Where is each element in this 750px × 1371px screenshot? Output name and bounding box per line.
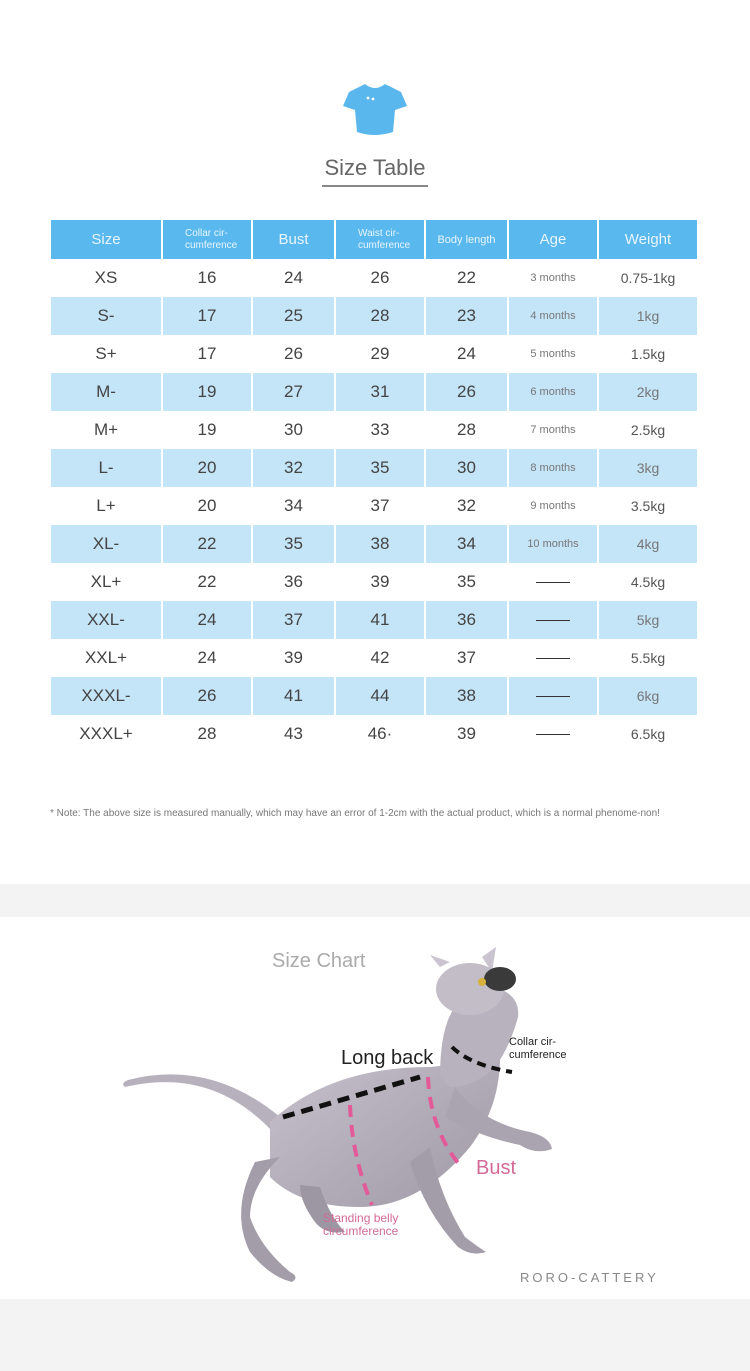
table-cell: XXL+ bbox=[51, 639, 162, 677]
table-cell: 41 bbox=[335, 601, 425, 639]
table-cell: 37 bbox=[335, 487, 425, 525]
table-cell bbox=[508, 639, 598, 677]
table-cell: 23 bbox=[425, 297, 508, 335]
table-cell: XL+ bbox=[51, 563, 162, 601]
table-cell: 19 bbox=[162, 411, 252, 449]
table-cell: 3 months bbox=[508, 259, 598, 297]
table-row bbox=[51, 525, 698, 563]
table-cell: 20 bbox=[162, 449, 252, 487]
table-cell: 2kg bbox=[598, 373, 698, 411]
table-row bbox=[51, 373, 698, 411]
header-body-length: Body length bbox=[425, 220, 508, 259]
table-row bbox=[51, 411, 698, 449]
table-cell: 9 months bbox=[508, 487, 598, 525]
table-cell: 20 bbox=[162, 487, 252, 525]
table-cell: 34 bbox=[252, 487, 335, 525]
table-cell: XS bbox=[51, 259, 162, 297]
table-cell: 28 bbox=[425, 411, 508, 449]
table-cell: 37 bbox=[425, 639, 508, 677]
table-cell: 39 bbox=[335, 563, 425, 601]
table-cell: 16 bbox=[162, 259, 252, 297]
table-cell: 30 bbox=[425, 449, 508, 487]
table-cell: 34 bbox=[425, 525, 508, 563]
table-cell: 39 bbox=[252, 639, 335, 677]
page-title: Size Table bbox=[0, 155, 750, 187]
table-cell: 39 bbox=[425, 715, 508, 753]
table-cell: 3kg bbox=[598, 449, 698, 487]
label-belly: Standing belly circumference bbox=[323, 1211, 399, 1238]
table-cell: 24 bbox=[162, 639, 252, 677]
table-cell: S+ bbox=[51, 335, 162, 373]
table-cell: M+ bbox=[51, 411, 162, 449]
table-cell: 22 bbox=[425, 259, 508, 297]
label-long-back: Long back bbox=[341, 1047, 434, 1069]
header-age: Age bbox=[508, 220, 598, 259]
table-cell: 4.5kg bbox=[598, 563, 698, 601]
table-cell: 26 bbox=[335, 259, 425, 297]
table-cell bbox=[508, 715, 598, 753]
table-cell bbox=[508, 563, 598, 601]
table-cell: XXXL- bbox=[51, 677, 162, 715]
header-size: Size bbox=[51, 220, 162, 259]
table-cell: 31 bbox=[335, 373, 425, 411]
table-cell: 1kg bbox=[598, 297, 698, 335]
table-cell: 30 bbox=[252, 411, 335, 449]
table-cell: 22 bbox=[162, 525, 252, 563]
table-cell: 37 bbox=[252, 601, 335, 639]
table-cell: 32 bbox=[425, 487, 508, 525]
table-cell: L+ bbox=[51, 487, 162, 525]
table-cell: 6 months bbox=[508, 373, 598, 411]
table-cell: 42 bbox=[335, 639, 425, 677]
table-cell: 35 bbox=[252, 525, 335, 563]
table-cell: 5 months bbox=[508, 335, 598, 373]
table-cell: 27 bbox=[252, 373, 335, 411]
table-row bbox=[51, 297, 698, 335]
table-cell: 46· bbox=[335, 715, 425, 753]
footer-band bbox=[0, 1299, 750, 1371]
table-cell: 8 months bbox=[508, 449, 598, 487]
table-row bbox=[51, 601, 698, 639]
table-cell: 6.5kg bbox=[598, 715, 698, 753]
tshirt-icon bbox=[343, 82, 407, 136]
table-cell: 36 bbox=[425, 601, 508, 639]
chart-title: Size Chart bbox=[272, 950, 366, 972]
table-cell: 19 bbox=[162, 373, 252, 411]
brand-watermark: RORO-CATTERY bbox=[520, 1270, 659, 1285]
table-cell: 7 months bbox=[508, 411, 598, 449]
table-cell: 10 months bbox=[508, 525, 598, 563]
table-cell: 26 bbox=[162, 677, 252, 715]
table-cell: 4 months bbox=[508, 297, 598, 335]
table-cell: 2.5kg bbox=[598, 411, 698, 449]
table-row bbox=[51, 487, 698, 525]
table-row bbox=[51, 563, 698, 601]
table-row bbox=[51, 259, 698, 297]
table-cell bbox=[508, 677, 598, 715]
table-cell: 38 bbox=[425, 677, 508, 715]
table-cell: 1.5kg bbox=[598, 335, 698, 373]
table-row bbox=[51, 449, 698, 487]
table-cell: 28 bbox=[162, 715, 252, 753]
dash-mark bbox=[536, 658, 570, 659]
table-cell: 33 bbox=[335, 411, 425, 449]
table-cell bbox=[508, 601, 598, 639]
table-cell: 36 bbox=[252, 563, 335, 601]
table-cell: 35 bbox=[425, 563, 508, 601]
label-collar: Collar cir- cumference bbox=[509, 1036, 567, 1061]
table-cell: 17 bbox=[162, 297, 252, 335]
dash-mark bbox=[536, 582, 570, 583]
table-cell: XXXL+ bbox=[51, 715, 162, 753]
dash-mark bbox=[536, 696, 570, 697]
table-cell: 4kg bbox=[598, 525, 698, 563]
table-cell: 22 bbox=[162, 563, 252, 601]
table-cell: 35 bbox=[335, 449, 425, 487]
table-cell: 25 bbox=[252, 297, 335, 335]
table-cell: XXL- bbox=[51, 601, 162, 639]
header-weight: Weight bbox=[598, 220, 698, 259]
table-cell: 24 bbox=[162, 601, 252, 639]
table-cell: S- bbox=[51, 297, 162, 335]
table-cell: 6kg bbox=[598, 677, 698, 715]
dash-mark bbox=[536, 734, 570, 735]
table-cell: 26 bbox=[252, 335, 335, 373]
table-cell: 41 bbox=[252, 677, 335, 715]
table-cell: 29 bbox=[335, 335, 425, 373]
table-cell: 5.5kg bbox=[598, 639, 698, 677]
table-cell: 5kg bbox=[598, 601, 698, 639]
table-cell: 3.5kg bbox=[598, 487, 698, 525]
header-collar: Collar cir- cumference bbox=[162, 220, 252, 259]
table-cell: 24 bbox=[425, 335, 508, 373]
table-row bbox=[51, 639, 698, 677]
table-cell: 0.75-1kg bbox=[598, 259, 698, 297]
section-divider bbox=[0, 884, 750, 917]
table-header-row bbox=[51, 220, 698, 259]
size-table bbox=[51, 220, 699, 753]
table-cell: M- bbox=[51, 373, 162, 411]
label-bust: Bust bbox=[476, 1157, 517, 1179]
table-row bbox=[51, 335, 698, 373]
size-note: * Note: The above size is measured manually, which may have an error of 1-2cm with the actual product, which is a normal phenome-non! bbox=[50, 808, 660, 819]
table-cell: 17 bbox=[162, 335, 252, 373]
table-cell: 43 bbox=[252, 715, 335, 753]
table-cell: 38 bbox=[335, 525, 425, 563]
table-cell: L- bbox=[51, 449, 162, 487]
header-waist: Waist cir- cumference bbox=[335, 220, 425, 259]
table-cell: 28 bbox=[335, 297, 425, 335]
table-cell: 32 bbox=[252, 449, 335, 487]
cat-illustration bbox=[0, 917, 750, 1299]
table-row bbox=[51, 677, 698, 715]
size-chart-section bbox=[0, 917, 750, 1299]
table-cell: 44 bbox=[335, 677, 425, 715]
table-cell: 24 bbox=[252, 259, 335, 297]
table-row bbox=[51, 715, 698, 753]
table-cell: XL- bbox=[51, 525, 162, 563]
header-bust: Bust bbox=[252, 220, 335, 259]
table-cell: 26 bbox=[425, 373, 508, 411]
dash-mark bbox=[536, 620, 570, 621]
